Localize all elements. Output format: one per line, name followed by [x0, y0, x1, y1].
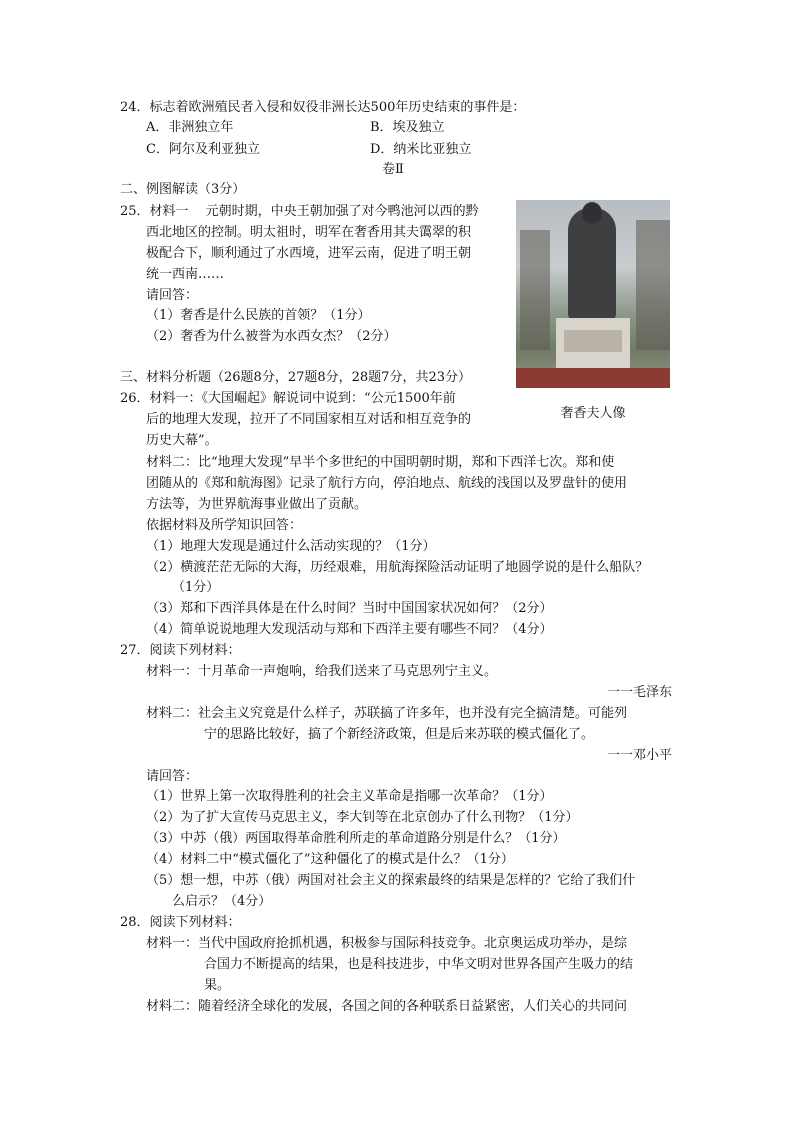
text-line: （1）世界上第一次取得胜利的社会主义革命是指哪一次革命？（1分）	[146, 789, 553, 804]
text-line: 请回答：	[146, 288, 199, 303]
text-line: 26．材料一：《大国崛起》解说词中说到：“公元1500年前	[120, 391, 456, 406]
text-line: 宁的思路比较好，搞了个新经济政策，但是后来苏联的模式僵化了。	[204, 727, 595, 742]
text-line: 材料二：随着经济全球化的发展，各国之间的各种联系日益紧密，人们关心的共同问	[146, 999, 628, 1014]
text-line: 材料二：比“地理大发现”早半个多世纪的中国明朝时期，郑和下西洋七次。郑和使	[146, 455, 615, 470]
text-line: 卷Ⅱ	[382, 162, 404, 177]
text-line: 请回答：	[146, 769, 199, 784]
text-line: 么启示？（4分）	[172, 894, 272, 909]
text-line: D．纳米比亚独立	[370, 142, 472, 157]
text-line: （2）横渡茫茫无际的大海，历经艰难，用航海探险活动证明了地圆学说的是什么船队？	[146, 560, 649, 575]
text-line: 方法等，为世界航海事业做出了贡献。	[146, 497, 368, 512]
text-line: A．非洲独立年	[146, 120, 234, 135]
text-line: （5）想一想，中苏（俄）两国对社会主义的探索最终的结果是怎样的？它给了我们什	[146, 873, 636, 888]
text-line: （3）郑和下西洋具体是在什么时间？当时中国国家状况如何？（2分）	[146, 601, 553, 616]
statue-photo	[516, 200, 670, 388]
text-line: （2）为了扩大宣传马克思主义，李大钊等在北京创办了什么刊物？（1分）	[146, 810, 579, 825]
photo-caption: 奢香夫人像	[560, 406, 626, 421]
text-line: 极配合下，顺利通过了水西境，进军云南，促进了明王朝	[146, 246, 472, 261]
text-line: 材料二：社会主义究竟是什么样子，苏联搞了许多年，也并没有完全搞清楚。可能列	[146, 706, 628, 721]
text-line: （1）地理大发现是通过什么活动实现的？（1分）	[146, 539, 436, 554]
text-line: （3）中苏（俄）两国取得革命胜利所走的革命道路分别是什么？（1分）	[146, 831, 566, 846]
text-line: 团随从的《郑和航海图》记录了航行方向，停泊地点、航线的浅国以及罗盘针的使用	[146, 476, 628, 491]
text-line: 西北地区的控制。明太祖时，明军在奢香用其夫霭翠的积	[146, 225, 472, 240]
text-line: 统一西南……	[146, 267, 225, 282]
statue-plaque	[564, 330, 622, 352]
text-line: 三、材料分析题（26题8分，27题8分，28题7分，共23分）	[120, 370, 471, 385]
text-line: 28．阅读下列材料：	[120, 915, 241, 930]
text-line: （1分）	[172, 580, 220, 595]
text-line: 材料一：十月革命一声炮响，给我们送来了马克思列宁主义。	[146, 664, 498, 679]
text-line: 25．材料一 元朝时期，中央王朝加强了对今鸭池河以西的黔	[120, 204, 479, 219]
text-line: 24．标志着欧洲殖民者入侵和奴役非洲长达500年历史结束的事件是：	[120, 100, 526, 115]
text-line: 合国力不断提高的结果，也是科技进步，中华文明对世界各国产生吸力的结	[204, 957, 634, 972]
text-line: 27．阅读下列材料：	[120, 643, 241, 658]
text-line: 果。	[204, 978, 231, 993]
attribution-line: 一一邓小平	[606, 748, 672, 763]
text-line: 依据材料及所学知识回答：	[146, 518, 303, 533]
text-line: （4）简单说说地理大发现活动与郑和下西洋主要有哪些不同？（4分）	[146, 622, 553, 637]
text-line: 后的地理大发现，拉开了不同国家相互对话和相互竞争的	[146, 412, 472, 427]
text-line: （4）材料二中“模式僵化了”这种僵化了的模式是什么？（1分）	[146, 852, 514, 867]
statue-figure	[568, 208, 616, 320]
statue-steps	[516, 368, 670, 388]
text-line: B．埃及独立	[370, 120, 445, 135]
statue-head	[582, 202, 602, 224]
text-line: C．阿尔及利亚独立	[146, 142, 260, 157]
attribution-line: 一一毛泽东	[606, 685, 672, 700]
text-line: 历史大幕”。	[146, 433, 218, 448]
text-line: （2）奢香为什么被誉为水西女杰？（2分）	[146, 329, 397, 344]
text-line: （1）奢香是什么民族的首领？（1分）	[146, 308, 371, 323]
text-line: 二、例图解读（3分）	[120, 182, 246, 197]
text-line: 材料一：当代中国政府抢抓机遇，积极参与国际科技竞争。北京奥运成功举办，是综	[146, 936, 628, 951]
